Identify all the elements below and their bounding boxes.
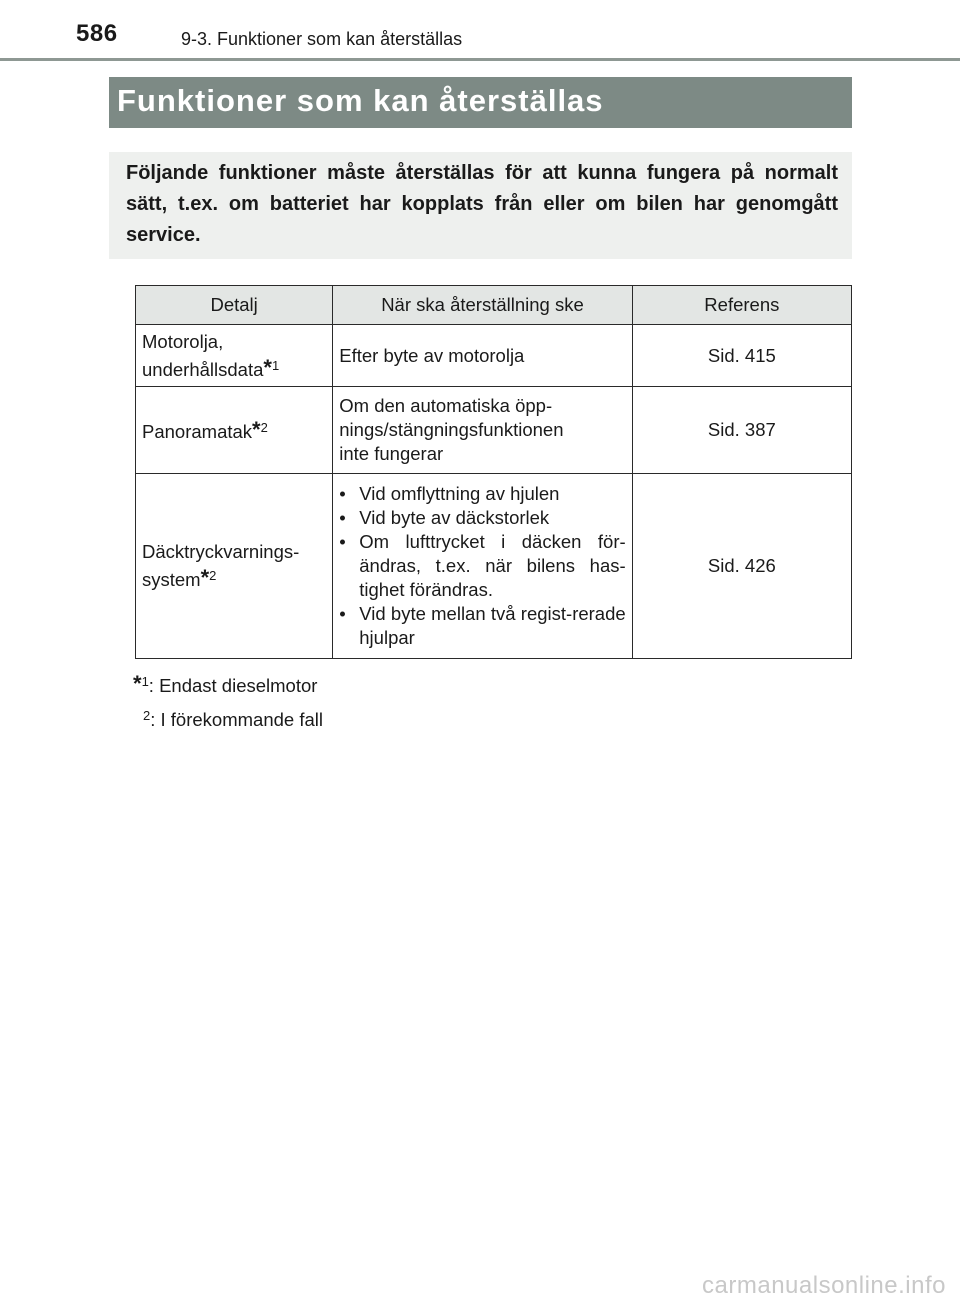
- table-row: [136, 387, 852, 474]
- bullet-icon: •: [339, 483, 346, 504]
- footnote-text: : I förekommande fall: [150, 709, 323, 730]
- section-title: Funktioner som kan återställas: [117, 83, 604, 118]
- bullet-icon: •: [339, 531, 346, 552]
- list-item-text: Vid byte av däckstorlek: [359, 507, 550, 528]
- chapter-title: 9-3. Funktioner som kan återställas: [181, 29, 463, 49]
- detail-text: system: [142, 569, 201, 590]
- when-text: nings/stängningsfunktionen: [339, 419, 564, 440]
- section-banner: [109, 77, 852, 128]
- table-row: [136, 474, 852, 659]
- footnote-1: [133, 672, 317, 698]
- when-cell: [333, 474, 632, 659]
- when-cell: [333, 387, 632, 474]
- footnote-marker: 2: [260, 420, 268, 435]
- table-header-row: [136, 286, 852, 325]
- detail-cell: [136, 387, 333, 474]
- list-item: [339, 530, 625, 602]
- list-item-text: Vid omflyttning av hjulen: [359, 483, 560, 504]
- page-number: 586: [76, 20, 118, 47]
- detail-text: Däcktryckvarnings-: [142, 541, 300, 562]
- when-text: inte fungerar: [339, 443, 444, 464]
- reference-cell: Sid. 426: [632, 474, 851, 659]
- footnote-2: [143, 708, 323, 731]
- list-item: [339, 602, 625, 650]
- reference-cell: Sid. 387: [632, 387, 851, 474]
- when-text: Om den automatiska öpp-: [339, 395, 553, 416]
- list-item-text: Vid byte mellan två regist-rerade hjulpar: [359, 603, 626, 648]
- detail-text: Panoramatak: [142, 421, 253, 442]
- footnote-asterisk: *: [133, 671, 142, 696]
- table-row: [136, 325, 852, 387]
- detail-cell: [136, 474, 333, 659]
- bullet-icon: •: [339, 507, 346, 528]
- intro-text: Följande funktioner måste återställas för att kunna fungera på normalt sätt, t.ex. om batteriet har kopplats från eller om bilen har genomgått service.: [126, 162, 838, 246]
- footnote-text: : Endast dieselmotor: [148, 675, 318, 696]
- footnote-asterisk: *: [200, 565, 210, 590]
- header-divider: [0, 58, 960, 61]
- list-item-text: Om lufttrycket i däcken för-ändras, t.ex. när bilens has-tighet förändras.: [359, 531, 626, 600]
- reference-cell: Sid. 415: [632, 325, 851, 387]
- footnote-asterisk: *: [263, 354, 272, 380]
- when-cell: Efter byte av motorolja: [333, 325, 632, 387]
- bullet-list: [339, 482, 625, 650]
- detail-text: underhållsdata: [142, 358, 264, 380]
- column-header-reference: Referens: [632, 286, 851, 325]
- footnote-asterisk: *: [252, 417, 261, 442]
- footnote-number: 1: [141, 674, 149, 689]
- intro-box: [109, 152, 852, 259]
- list-item: [339, 506, 625, 530]
- footnote-marker: 1: [271, 357, 280, 373]
- detail-cell: [136, 325, 333, 387]
- list-item: [339, 482, 625, 506]
- column-header-detail: Detalj: [136, 286, 333, 325]
- reset-functions-table: [135, 285, 852, 659]
- footnote-number: 2: [143, 708, 151, 723]
- watermark: carmanualsonline.info: [702, 1272, 946, 1299]
- bullet-icon: •: [339, 603, 346, 624]
- footnote-marker: 2: [209, 568, 217, 583]
- detail-text: Motorolja,: [142, 330, 224, 352]
- page-header: [0, 0, 960, 62]
- column-header-when: När ska återställning ske: [333, 286, 632, 325]
